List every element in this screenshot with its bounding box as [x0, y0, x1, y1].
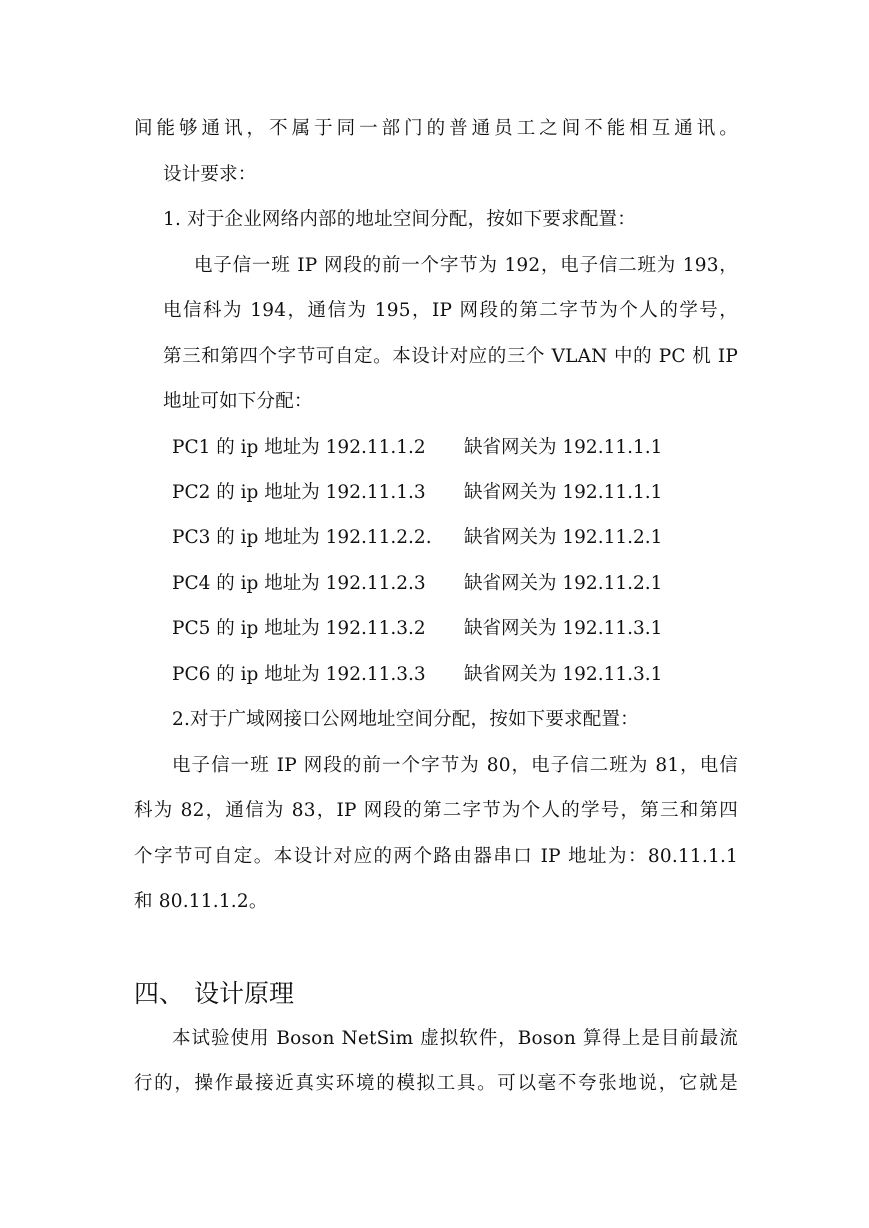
paragraph-line: 电信科为 194，通信为 195，IP 网段的第二字节为个人的学号，: [163, 300, 738, 321]
gateway-address: 缺省网关为 192.11.1.1: [464, 482, 663, 503]
pc-address: PC3 的 ip 地址为 192.11.2.2.: [172, 527, 432, 548]
paragraph-line: 本试验使用 Boson NetSim 虚拟软件，Boson 算得上是目前最流: [172, 1028, 738, 1049]
pc-address: PC2 的 ip 地址为 192.11.1.3: [172, 482, 426, 503]
pc-address: PC6 的 ip 地址为 192.11.3.3: [172, 664, 426, 685]
gateway-address: 缺省网关为 192.11.3.1: [464, 618, 663, 639]
paragraph-line: 第三和第四个字节可自定。本设计对应的三个 VLAN 中的 PC 机 IP: [163, 346, 738, 367]
paragraph-line: 电子信一班 IP 网段的前一个字节为 80，电子信二班为 81，电信: [172, 755, 738, 776]
section-number: 四、: [134, 979, 185, 1008]
paragraph-line: 电子信一班 IP 网段的前一个字节为 192，电子信二班为 193，: [194, 255, 738, 276]
section-title: 设计原理: [194, 979, 295, 1008]
ip-row: [172, 662, 663, 688]
requirement-item-2: 2.对于广域网接口公网地址空间分配，按如下要求配置：: [172, 709, 639, 730]
paragraph-line: 个字节可自定。本设计对应的两个路由器串口 IP 地址为：80.11.1.1: [134, 846, 738, 867]
ip-row: [172, 525, 663, 551]
pc-address: PC4 的 ip 地址为 192.11.2.3: [172, 573, 426, 594]
gateway-address: 缺省网关为 192.11.2.1: [464, 527, 663, 548]
paragraph-line: 间能够通讯，不属于同一部门的普通员工之间不能相互通讯。: [134, 118, 738, 139]
paragraph-line: 行的，操作最接近真实环境的模拟工具。可以毫不夸张地说，它就是: [134, 1073, 738, 1094]
gateway-address: 缺省网关为 192.11.3.1: [464, 664, 663, 685]
ip-row: [172, 571, 663, 597]
pc-address: PC5 的 ip 地址为 192.11.3.2: [172, 618, 426, 639]
requirements-label: 设计要求：: [163, 164, 257, 185]
ip-row: [172, 480, 663, 506]
gateway-address: 缺省网关为 192.11.1.1: [464, 437, 663, 458]
paragraph-line: 和 80.11.1.2。: [134, 891, 268, 912]
ip-row: [172, 435, 663, 461]
section-heading: [134, 978, 294, 1010]
pc-address: PC1 的 ip 地址为 192.11.1.2: [172, 437, 426, 458]
gateway-address: 缺省网关为 192.11.2.1: [464, 573, 663, 594]
paragraph-line: 科为 82，通信为 83，IP 网段的第二字节为个人的学号，第三和第四: [134, 800, 738, 821]
ip-row: [172, 616, 663, 642]
paragraph-line: 地址可如下分配：: [163, 391, 313, 412]
requirement-item-1: 1. 对于企业网络内部的地址空间分配，按如下要求配置：: [163, 209, 636, 230]
